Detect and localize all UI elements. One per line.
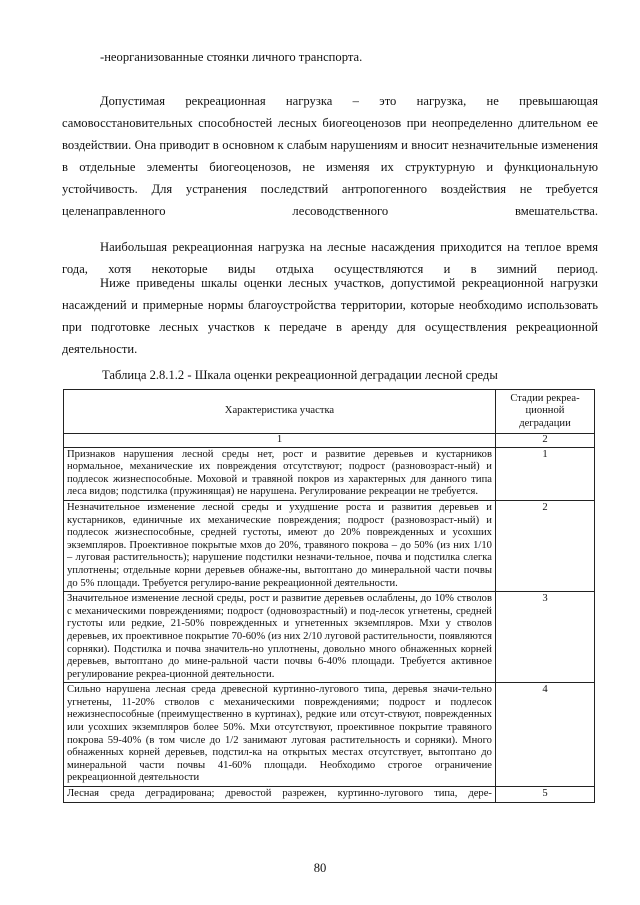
row-characteristic: Лесная среда деградирована; древостой разрежен, куртинно-лугового типа, дере- bbox=[64, 787, 496, 803]
table-row bbox=[64, 500, 595, 591]
row-stage: 1 bbox=[495, 447, 594, 500]
paragraph-2: Наибольшая рекреационная нагрузка на лесные насаждения приходится на теплое время года, хотя некоторые виды отдыха осуществляются и в зимний период. bbox=[62, 240, 598, 276]
row-stage: 5 bbox=[495, 787, 594, 803]
table-caption: Таблица 2.8.1.2 - Шкала оценки рекреационной деградации лесной среды bbox=[102, 368, 498, 382]
header-stage: Стадии рекреа-ционной деградации bbox=[495, 390, 594, 434]
header-characteristic: Характеристика участка bbox=[64, 390, 496, 434]
row-stage: 3 bbox=[495, 592, 594, 683]
table-row bbox=[64, 787, 595, 803]
row-characteristic: Незначительное изменение лесной среды и ухудшение роста и развития деревьев и кустарников, единичные их механические повреждения; подрост (разновозраст-ный) и подлесок жизнеспособные, средней густоты, имеют до 20% поврежденных и усохших экземпляров. Проективное покрытые мхов до 20%, травяного покрова – до 50% (из них 1/10 – луговая растительность); нарушение подстилки незначи-тельное, почва и подстилка слегка уплотнены; отдельные корни деревьев обнаже-ны, вытоптано до минеральной части почвы до 5% площади. Требуется регулиро-вание рекреационной деятельности. bbox=[64, 500, 496, 591]
column-number-row bbox=[64, 434, 595, 448]
paragraph-1: Допустимая рекреационная нагрузка – это нагрузка, не превышающая самовосстановительных способностей лесных биогеоценозов при неопределенно длительном ее воздействии. Она приводит в основном к слабым нарушениям и вносит незначительные изменения в отдельные элементы биогеоценозов, не изменяя их структурную и функциональную устойчивость. Для устранения последствий антропогенного воздействия не требуется целенаправленного лесоводственного вмешательства. bbox=[62, 94, 598, 218]
column-number-2: 2 bbox=[495, 434, 594, 448]
row-characteristic: Сильно нарушена лесная среда древесной куртинно-лугового типа, деревья значи-тельно угнетены, 11-20% стволов с механическими повреждениями; подрост и подлесок нежизнеспособные (преимущественно в куртинах), редкие или отсут-ствуют, поврежденных или усохших экземпляров более 50%. Мхи отсутствуют, проективное покрытие травяного покрова 59-40% (в том числе до 1/2 занимают луговая растительность и сорняки). Много обнаженных корней деревьев, подстил-ка на открытых местах отсутствует, вытоптано до минеральной части почвы 41-60% площади. Необходимо строгое ограничение рекреационной деятельности bbox=[64, 683, 496, 787]
paragraph-3: Ниже приведены шкалы оценки лесных участков, допустимой рекреационной нагрузки насаждений и примерные нормы благоустройства территории, которые необходимо использовать при подготовке лесных участков к передаче в аренду для осуществления рекреационной деятельности. bbox=[62, 276, 598, 356]
row-characteristic: Признаков нарушения лесной среды нет, рост и развитие деревьев и кустарников нормальное, механические их повреждения отсутствуют; подрост (разновозраст-ный) и подлесок жизнеспособные. Моховой и травяной покров из характерных для данного типа леса видов; подстилка (пружинящая) не нарушена. Регулирование рекреации не требуется. bbox=[64, 447, 496, 500]
row-stage: 4 bbox=[495, 683, 594, 787]
table-header-row bbox=[64, 390, 595, 434]
row-characteristic: Значительное изменение лесной среды, рост и развитие деревьев ослаблены, до 10% стволов с механическими повреждениями; подрост (одновозрастный) и под-лесок угнетены, средней густоты или редкие, 21-50% поврежденных и угнетенных экземпляров. Мхи у стволов деревьев, их проективное покрытие 70-60% (из них 2/10 луговой растительности, появляются сорняки). Подстилка и почва значитель-но уплотнены, довольно много обнаженных корней деревьев, вытоптано до мине-ральной части почвы 6-40% площади. Требуется активное регулирование рекреа-ционной деятельности. bbox=[64, 592, 496, 683]
table-row bbox=[64, 683, 595, 787]
table-row bbox=[64, 592, 595, 683]
paragraph-0: -неорганизованные стоянки личного транспорта. bbox=[100, 50, 363, 64]
row-stage: 2 bbox=[495, 500, 594, 591]
column-number-1: 1 bbox=[64, 434, 496, 448]
page-number: 80 bbox=[313, 861, 327, 875]
degradation-table bbox=[63, 389, 595, 803]
table-row bbox=[64, 447, 595, 500]
